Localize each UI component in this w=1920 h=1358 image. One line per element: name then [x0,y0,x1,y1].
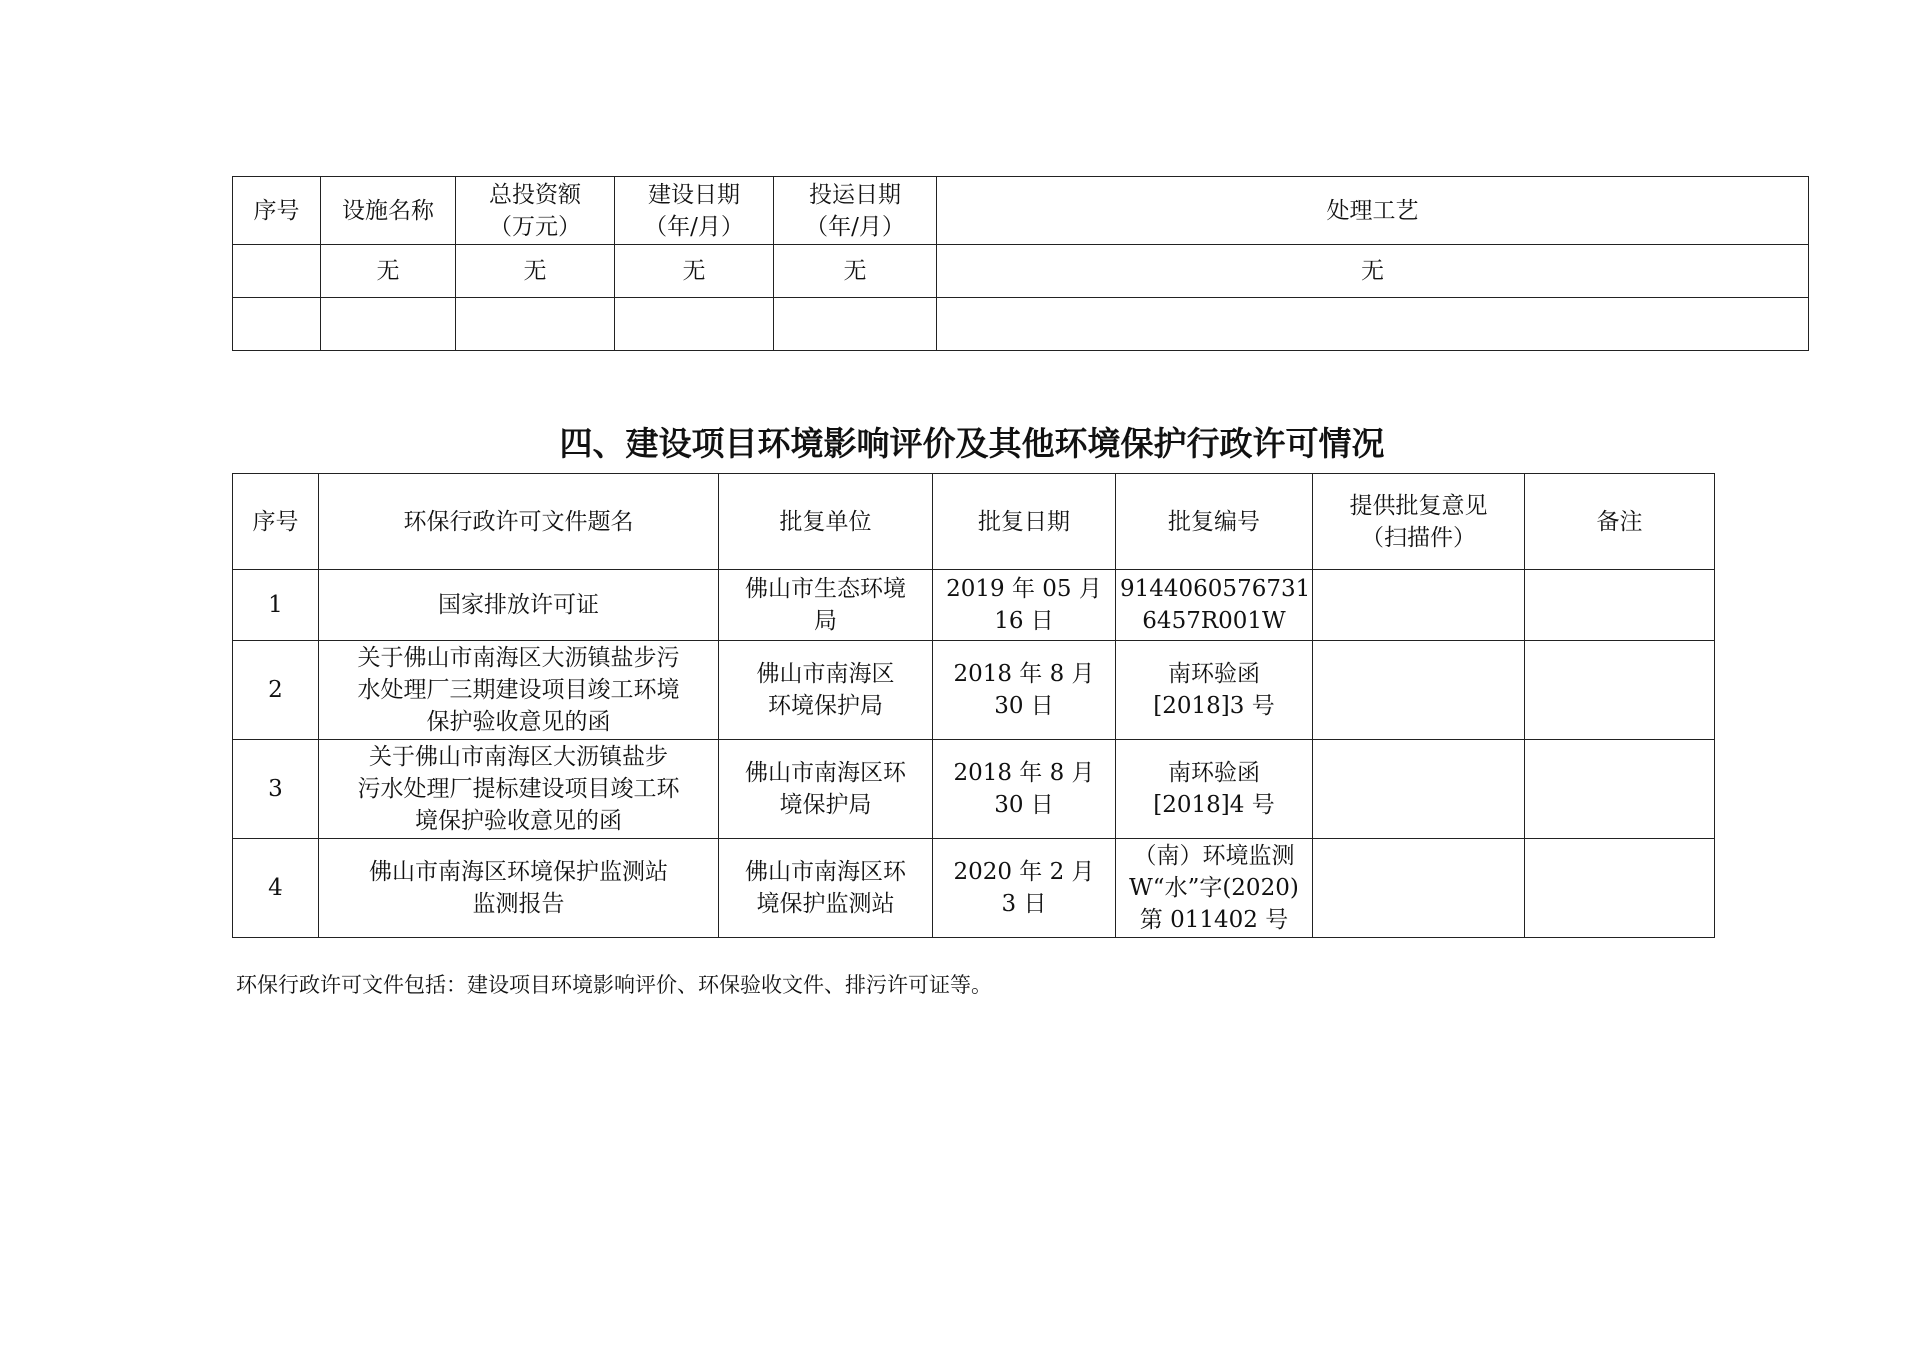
table-row [233,570,1715,641]
header-cell: 总投资额 （万元） [456,177,615,245]
table-cell [1313,740,1525,839]
table-cell [233,298,321,351]
table-row [233,245,1809,298]
header-cell: 建设日期 （年/月） [615,177,774,245]
table-cell [456,298,615,351]
header-cell: 批复日期 [933,474,1116,570]
facility-table [232,176,1809,351]
table-cell: 9144060576731 6457R001W [1116,570,1313,641]
table-cell: 3 [233,740,319,839]
table-cell: 无 [937,245,1809,298]
header-cell: 批复编号 [1116,474,1313,570]
table-cell: 南环验函 [2018]3 号 [1116,641,1313,740]
table-row [233,740,1715,839]
table-cell: 国家排放许可证 [319,570,719,641]
table-cell [937,298,1809,351]
header-cell: 批复单位 [719,474,933,570]
permit-table [232,473,1715,938]
header-cell: 提供批复意见 （扫描件） [1313,474,1525,570]
header-cell: 序号 [233,177,321,245]
table-cell [615,298,774,351]
table-row [233,298,1809,351]
table-cell: 佛山市南海区环 境保护监测站 [719,839,933,938]
table-cell [1313,641,1525,740]
table-cell [321,298,456,351]
table-cell: 无 [321,245,456,298]
header-cell: 备注 [1525,474,1715,570]
table-cell [1525,570,1715,641]
table-cell: 佛山市生态环境 局 [719,570,933,641]
table-cell [774,298,937,351]
table-cell [1313,570,1525,641]
table-cell [1525,839,1715,938]
table-cell: 南环验函 [2018]4 号 [1116,740,1313,839]
header-cell: 投运日期 （年/月） [774,177,937,245]
table-cell: 无 [456,245,615,298]
table-cell [1525,740,1715,839]
header-cell: 环保行政许可文件题名 [319,474,719,570]
table-cell: 2018 年 8 月 30 日 [933,740,1116,839]
facility-header-row [233,177,1809,245]
table-cell: 2 [233,641,319,740]
header-cell: 设施名称 [321,177,456,245]
table-cell: 2020 年 2 月 3 日 [933,839,1116,938]
table-cell [1525,641,1715,740]
table-cell: 1 [233,570,319,641]
table-cell: 佛山市南海区 环境保护局 [719,641,933,740]
table-cell: 无 [774,245,937,298]
table-row [233,839,1715,938]
table-cell: 关于佛山市南海区大沥镇盐步污 水处理厂三期建设项目竣工环境 保护验收意见的函 [319,641,719,740]
permit-header-row [233,474,1715,570]
header-cell: 序号 [233,474,319,570]
footnote: 环保行政许可文件包括：建设项目环境影响评价、环保验收文件、排污许可证等。 [236,973,992,997]
table-cell: 2018 年 8 月 30 日 [933,641,1116,740]
table-cell: （南）环境监测 W“水”字(2020) 第 011402 号 [1116,839,1313,938]
table-cell: 关于佛山市南海区大沥镇盐步 污水处理厂提标建设项目竣工环 境保护验收意见的函 [319,740,719,839]
table-cell [1313,839,1525,938]
table-cell [233,245,321,298]
header-cell: 处理工艺 [937,177,1809,245]
table-cell: 无 [615,245,774,298]
table-cell: 佛山市南海区环 境保护局 [719,740,933,839]
table-cell: 佛山市南海区环境保护监测站 监测报告 [319,839,719,938]
section-title: 四、建设项目环境影响评价及其他环境保护行政许可情况 [559,424,1385,463]
table-cell: 4 [233,839,319,938]
table-row [233,641,1715,740]
table-cell: 2019 年 05 月 16 日 [933,570,1116,641]
